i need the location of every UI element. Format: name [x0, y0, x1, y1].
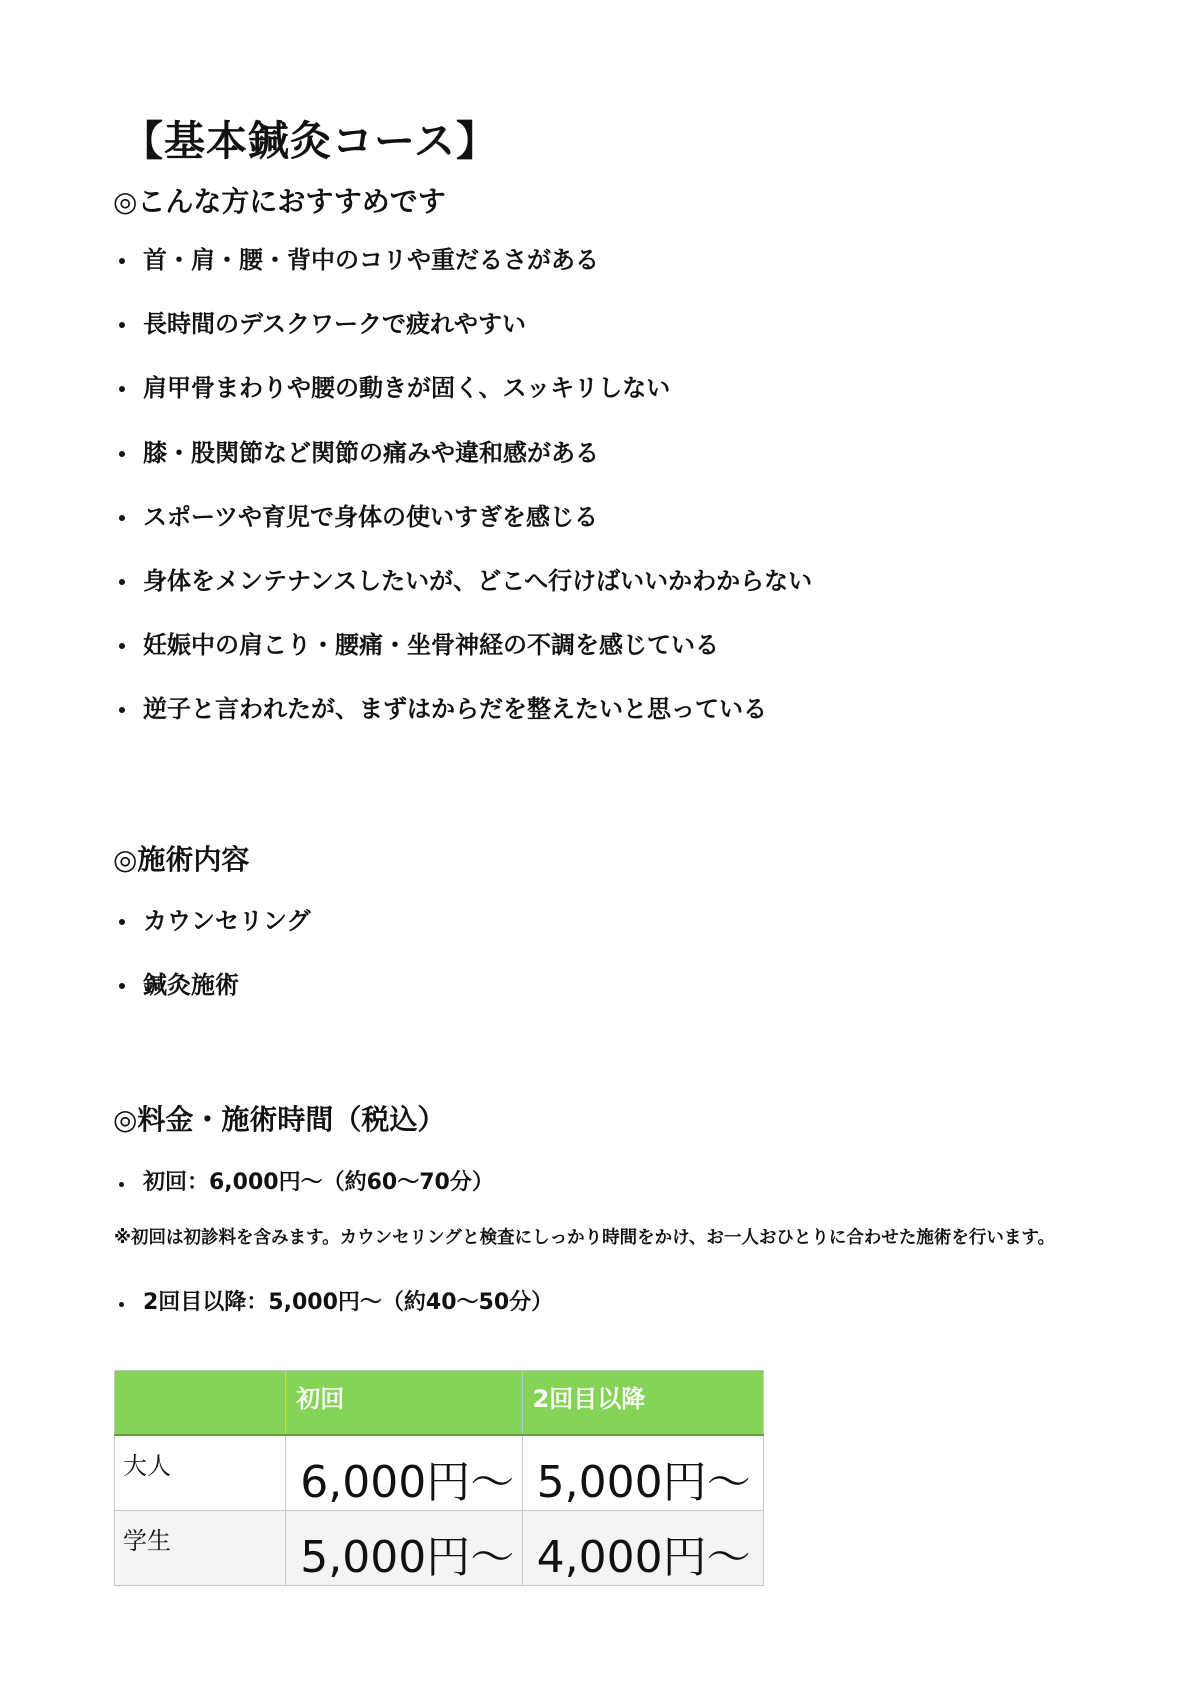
list-item: 鍼灸施術	[113, 969, 311, 1033]
list-item: カウンセリング	[113, 905, 311, 969]
row-label-adult: 大人	[115, 1435, 286, 1511]
list-item: 肩甲骨まわりや腰の動きが固く、スッキリしない	[113, 372, 812, 436]
adult-first-price: 6,000円〜	[286, 1435, 522, 1511]
first-visit-note: ※初回は初診料を含みます。カウンセリングと検査にしっかり時間をかけ、お一人おひとりに合わせた施術を行います。	[114, 1228, 1056, 1248]
table-header-corner	[115, 1371, 286, 1435]
student-repeat-price: 4,000円〜	[522, 1510, 763, 1585]
adult-repeat-price: 5,000円〜	[522, 1435, 763, 1511]
list-item: 膝・股関節など関節の痛みや違和感がある	[113, 437, 812, 501]
table-header-repeat: 2回目以降	[522, 1371, 763, 1435]
recommend-heading: ◎こんな方におすすめです	[113, 185, 446, 218]
list-item: スポーツや育児で身体の使いすぎを感じる	[113, 501, 812, 565]
page-title: 【基本鍼灸コース】	[122, 117, 498, 165]
first-visit-price: 初回：6,000円〜（約60〜70分）	[113, 1168, 494, 1198]
table-row	[115, 1510, 764, 1585]
content-list	[113, 905, 311, 1033]
recommend-list	[113, 244, 812, 758]
table-header-row	[115, 1371, 764, 1435]
content-heading: ◎施術内容	[113, 843, 250, 876]
price-table	[114, 1370, 764, 1586]
price-heading: ◎料金・施術時間（税込）	[113, 1103, 446, 1136]
row-label-student: 学生	[115, 1510, 286, 1585]
list-item: 長時間のデスクワークで疲れやすい	[113, 308, 812, 372]
student-first-price: 5,000円〜	[286, 1510, 522, 1585]
table-row	[115, 1435, 764, 1511]
list-item: 逆子と言われたが、まずはからだを整えたいと思っている	[113, 693, 812, 757]
list-item: 妊娠中の肩こり・腰痛・坐骨神経の不調を感じている	[113, 629, 812, 693]
repeat-visit-price: 2回目以降：5,000円〜（約40〜50分）	[113, 1288, 553, 1318]
list-item: 首・肩・腰・背中のコリや重だるさがある	[113, 244, 812, 308]
table-header-first: 初回	[286, 1371, 522, 1435]
list-item: 身体をメンテナンスしたいが、どこへ行けばいいかわからない	[113, 565, 812, 629]
